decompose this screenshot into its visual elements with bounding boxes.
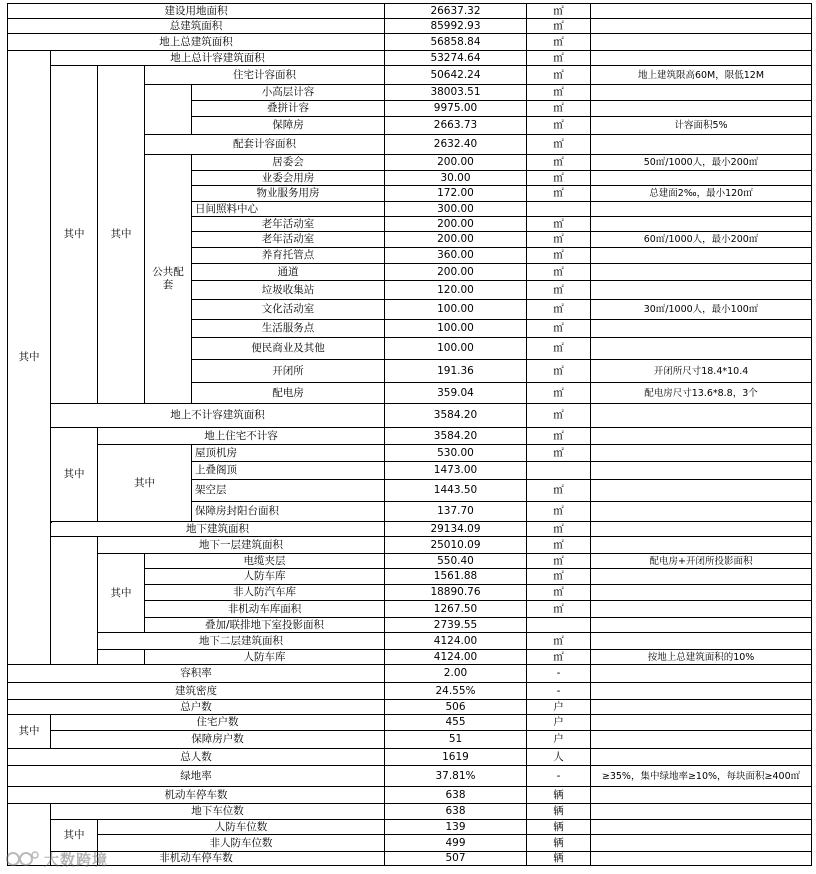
row-unit: ㎡ <box>526 359 591 383</box>
row-label: 人防车库 <box>144 568 385 585</box>
row-value: 638 <box>384 803 527 820</box>
row-unit: ㎡ <box>526 18 591 34</box>
row-unit: ㎡ <box>526 337 591 360</box>
row-value: 638 <box>384 786 527 804</box>
row-value: 200.00 <box>384 263 527 281</box>
row-unit: ㎡ <box>526 553 591 569</box>
row-value: 4124.00 <box>384 649 527 665</box>
row-note: 配电房+开闭所投影面积 <box>590 553 812 569</box>
row-note <box>590 617 812 633</box>
row-note <box>590 786 812 804</box>
row-unit: ㎡ <box>526 33 591 51</box>
row-note: 30㎡/1000人，最小100㎡ <box>590 299 812 320</box>
row-label: 保障房户数 <box>50 730 385 749</box>
row-value: 506 <box>384 699 527 715</box>
row-note <box>590 682 812 700</box>
row-unit: ㎡ <box>526 649 591 665</box>
row-label: 地上总计容建筑面积 <box>50 50 385 66</box>
row-value: 85992.93 <box>384 18 527 34</box>
row-unit: - <box>526 664 591 683</box>
row-note: 开闭所尺寸18.4*10.4 <box>590 359 812 383</box>
row-note <box>590 699 812 715</box>
row-value: 38003.51 <box>384 84 527 101</box>
row-label: 机动车停车数 <box>7 786 385 804</box>
row-label: 业委会用房 <box>191 170 385 186</box>
row-unit: 辆 <box>526 851 591 866</box>
row-note <box>590 803 812 820</box>
row-note <box>590 33 812 51</box>
row-label: 老年活动室 <box>191 216 385 232</box>
row-value: 200.00 <box>384 216 527 232</box>
row-value: 9975.00 <box>384 100 527 117</box>
row-unit: ㎡ <box>526 100 591 117</box>
row-label: 便民商业及其他 <box>191 337 385 360</box>
row-value: 24.55% <box>384 682 527 700</box>
row-unit: ㎡ <box>526 568 591 585</box>
row-label: 配套计容面积 <box>144 134 385 155</box>
row-label: 小高层计容 <box>191 84 385 101</box>
row-unit: ㎡ <box>526 185 591 202</box>
row-note <box>590 216 812 232</box>
row-note <box>590 536 812 554</box>
row-unit: ㎡ <box>526 3 591 19</box>
row-note <box>590 851 812 866</box>
row-unit: ㎡ <box>526 280 591 300</box>
row-label: 地下建筑面积 <box>50 521 385 537</box>
row-value: 530.00 <box>384 444 527 462</box>
row-value: 2632.40 <box>384 134 527 155</box>
blank-cell <box>50 851 98 866</box>
row-value: 3584.20 <box>384 427 527 445</box>
row-note <box>590 134 812 155</box>
row-note <box>590 247 812 264</box>
row-label: 叠加/联排地下室投影面积 <box>144 617 385 633</box>
row-label: 电缆夹层 <box>144 553 385 569</box>
row-label: 保障房封阳台面积 <box>191 501 385 522</box>
row-unit: ㎡ <box>526 501 591 522</box>
row-value: 300.00 <box>384 201 527 217</box>
row-note <box>590 100 812 117</box>
row-note <box>590 201 812 217</box>
row-note <box>590 18 812 34</box>
row-label: 地下一层建筑面积 <box>97 536 385 554</box>
row-unit: ㎡ <box>526 444 591 462</box>
row-note <box>590 50 812 66</box>
row-label: 非机动车停车数 <box>7 851 385 866</box>
row-note <box>590 600 812 618</box>
group-cell-counted-sub: 其中 <box>97 65 145 404</box>
row-unit: ㎡ <box>526 403 591 428</box>
row-unit: 辆 <box>526 786 591 804</box>
row-label: 地上总建筑面积 <box>7 33 385 51</box>
row-unit: ㎡ <box>526 584 591 601</box>
row-note: ≥35%，集中绿地率≥10%，每块面积≥400㎡ <box>590 765 812 787</box>
row-label: 非机动车库面积 <box>144 600 385 618</box>
row-label: 地下车位数 <box>50 803 385 820</box>
row-unit: 户 <box>526 714 591 731</box>
row-note: 总建面2‰，最小120㎡ <box>590 185 812 202</box>
row-note <box>590 632 812 650</box>
row-note <box>590 170 812 186</box>
row-value: 30.00 <box>384 170 527 186</box>
row-label: 总建筑面积 <box>7 18 385 34</box>
blank-cell <box>97 649 145 665</box>
row-note <box>590 427 812 445</box>
row-value: 191.36 <box>384 359 527 383</box>
row-label: 物业服务用房 <box>191 185 385 202</box>
row-value: 4124.00 <box>384 632 527 650</box>
row-value: 1473.00 <box>384 461 527 480</box>
blank-cell <box>144 84 192 135</box>
row-value: 200.00 <box>384 154 527 171</box>
row-note <box>590 501 812 522</box>
row-label: 日间照料中心 <box>191 201 385 217</box>
row-value: 139 <box>384 819 527 835</box>
row-note: 按地上总建筑面积的10% <box>590 649 812 665</box>
group-cell-households: 其中 <box>7 714 51 749</box>
group-cell-ground-uncounted: 其中 <box>50 427 98 522</box>
row-unit: ㎡ <box>526 216 591 232</box>
row-label: 地下二层建筑面积 <box>97 632 385 650</box>
blank-cell <box>50 536 98 665</box>
row-value: 499 <box>384 834 527 852</box>
row-value: 455 <box>384 714 527 731</box>
row-note <box>590 444 812 462</box>
row-value: 120.00 <box>384 280 527 300</box>
row-value: 1619 <box>384 748 527 766</box>
row-note <box>590 834 812 852</box>
row-unit: ㎡ <box>526 299 591 320</box>
row-value: 56858.84 <box>384 33 527 51</box>
row-value: 26637.32 <box>384 3 527 19</box>
row-unit: - <box>526 765 591 787</box>
row-label: 生活服务点 <box>191 319 385 338</box>
row-label: 通道 <box>191 263 385 281</box>
row-label: 养育托管点 <box>191 247 385 264</box>
row-label: 垃圾收集站 <box>191 280 385 300</box>
row-note <box>590 664 812 683</box>
row-value: 200.00 <box>384 231 527 248</box>
row-label: 居委会 <box>191 154 385 171</box>
row-value: 100.00 <box>384 337 527 360</box>
blank-cell <box>50 521 52 523</box>
row-note <box>590 714 812 731</box>
watermark-text: 大数跨境 <box>44 850 109 869</box>
row-unit <box>526 201 591 217</box>
row-note <box>590 403 812 428</box>
row-note <box>590 584 812 601</box>
row-label: 建设用地面积 <box>7 3 385 19</box>
group-cell-uncounted-sub: 其中 <box>97 444 192 522</box>
row-value: 1561.88 <box>384 568 527 585</box>
row-label: 住宅户数 <box>50 714 385 731</box>
row-note <box>590 280 812 300</box>
group-cell-public-facilities: 公共配套 <box>144 154 192 404</box>
row-note <box>590 84 812 101</box>
row-unit: 人 <box>526 748 591 766</box>
row-value: 3584.20 <box>384 403 527 428</box>
group-cell-ground: 其中 <box>7 50 51 665</box>
row-note <box>590 263 812 281</box>
row-unit: ㎡ <box>526 632 591 650</box>
row-note <box>590 730 812 749</box>
row-value: 2739.55 <box>384 617 527 633</box>
row-unit: ㎡ <box>526 263 591 281</box>
row-unit: 辆 <box>526 834 591 852</box>
row-label: 地上不计容建筑面积 <box>50 403 385 428</box>
row-value: 359.04 <box>384 382 527 404</box>
row-note: 50㎡/1000人，最小200㎡ <box>590 154 812 171</box>
row-unit: ㎡ <box>526 319 591 338</box>
row-value: 25010.09 <box>384 536 527 554</box>
row-note <box>590 479 812 502</box>
row-value: 360.00 <box>384 247 527 264</box>
row-label: 人防车库 <box>144 649 385 665</box>
row-label: 老年活动室 <box>191 231 385 248</box>
row-note: 地上建筑限高60M，限低12M <box>590 65 812 85</box>
row-value: 37.81% <box>384 765 527 787</box>
row-unit: 辆 <box>526 803 591 820</box>
row-unit: ㎡ <box>526 65 591 85</box>
row-unit: 户 <box>526 730 591 749</box>
row-unit <box>526 617 591 633</box>
row-unit: ㎡ <box>526 427 591 445</box>
row-unit: ㎡ <box>526 84 591 101</box>
row-unit <box>526 461 591 480</box>
group-cell-ground-counted: 其中 <box>50 65 98 404</box>
row-label: 总户数 <box>7 699 385 715</box>
row-label: 配电房 <box>191 382 385 404</box>
row-value: 2.00 <box>384 664 527 683</box>
row-label: 地上住宅不计容 <box>97 427 385 445</box>
row-value: 507 <box>384 851 527 866</box>
row-label: 文化活动室 <box>191 299 385 320</box>
row-label: 绿地率 <box>7 765 385 787</box>
row-label: 叠拼计容 <box>191 100 385 117</box>
row-unit: ㎡ <box>526 479 591 502</box>
row-unit: ㎡ <box>526 521 591 537</box>
row-unit: ㎡ <box>526 50 591 66</box>
row-note <box>590 521 812 537</box>
row-label: 上叠阁顶 <box>191 461 385 480</box>
row-value: 18890.76 <box>384 584 527 601</box>
row-unit: ㎡ <box>526 116 591 135</box>
row-note: 计容面积5% <box>590 116 812 135</box>
row-value: 2663.73 <box>384 116 527 135</box>
row-label: 开闭所 <box>191 359 385 383</box>
row-unit: ㎡ <box>526 247 591 264</box>
row-note: 60㎡/1000人，最小200㎡ <box>590 231 812 248</box>
blank-cell <box>7 803 51 866</box>
row-note <box>590 819 812 835</box>
row-label: 住宅计容面积 <box>144 65 385 85</box>
row-value: 50642.24 <box>384 65 527 85</box>
row-value: 29134.09 <box>384 521 527 537</box>
row-note <box>590 748 812 766</box>
row-unit: 户 <box>526 699 591 715</box>
row-unit: ㎡ <box>526 170 591 186</box>
row-value: 137.70 <box>384 501 527 522</box>
row-label: 容积率 <box>7 664 385 683</box>
row-value: 100.00 <box>384 299 527 320</box>
row-label: 建筑密度 <box>7 682 385 700</box>
row-unit: ㎡ <box>526 382 591 404</box>
group-cell-basement-one: 其中 <box>97 553 145 633</box>
row-unit: ㎡ <box>526 231 591 248</box>
row-label: 非人防汽车库 <box>144 584 385 601</box>
row-unit: ㎡ <box>526 154 591 171</box>
row-value: 1443.50 <box>384 479 527 502</box>
row-unit: - <box>526 682 591 700</box>
row-value: 53274.64 <box>384 50 527 66</box>
row-unit: 辆 <box>526 819 591 835</box>
row-note: 配电房尺寸13.6*8.8，3个 <box>590 382 812 404</box>
row-label: 非人防车位数 <box>97 834 385 852</box>
row-value: 100.00 <box>384 319 527 338</box>
row-value: 51 <box>384 730 527 749</box>
row-note <box>590 3 812 19</box>
group-cell-parking: 其中 <box>50 819 98 852</box>
row-note <box>590 461 812 480</box>
row-value: 550.40 <box>384 553 527 569</box>
row-label: 保障房 <box>191 116 385 135</box>
row-value: 172.00 <box>384 185 527 202</box>
row-label: 人防车位数 <box>97 819 385 835</box>
row-label: 屋顶机房 <box>191 444 385 462</box>
row-note <box>590 568 812 585</box>
row-unit: ㎡ <box>526 600 591 618</box>
row-unit: ㎡ <box>526 536 591 554</box>
row-note <box>590 319 812 338</box>
row-note <box>590 337 812 360</box>
row-unit: ㎡ <box>526 134 591 155</box>
row-label: 总人数 <box>7 748 385 766</box>
row-value: 1267.50 <box>384 600 527 618</box>
row-label: 架空层 <box>191 479 385 502</box>
